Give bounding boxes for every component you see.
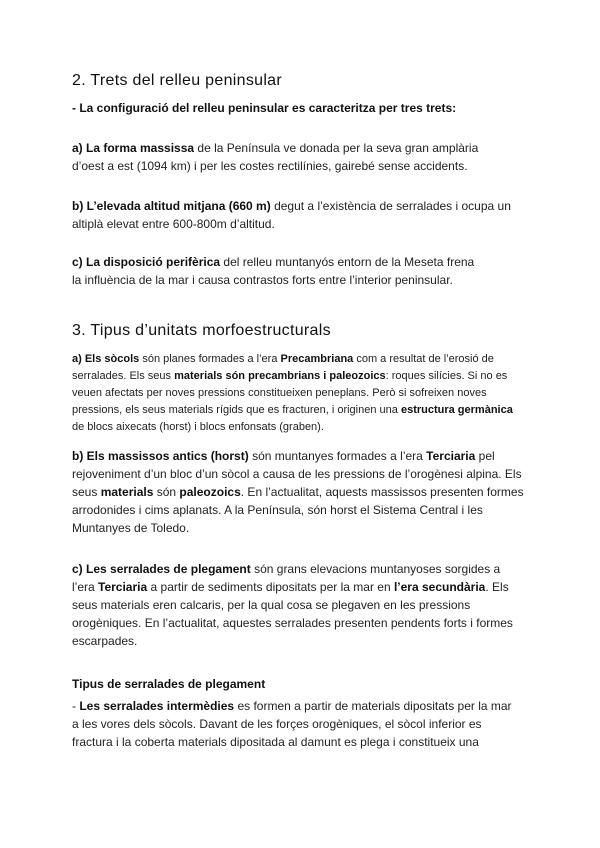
intermedies-line-1 [72,697,532,715]
serralades-line-2 [72,578,532,596]
intermedies-bold: Les serralades intermèdies [79,699,235,713]
massissos-text-1: són muntanyes formades a l’era [248,449,427,463]
section-2-intro [72,99,532,117]
massissos-text-5: . En l’actualitat, aquests massissos presenten formes [240,485,524,499]
serralades-bold-2: Terciaria [98,580,148,594]
socols-line-4 [72,402,532,419]
serralades-paragraph [72,560,532,650]
trait-c-line-1 [72,253,532,271]
serralades-bold-1: c) Les serralades de plegament [72,562,251,576]
serralades-line-5: escarpades. [72,634,138,648]
trait-a-paragraph [72,139,532,175]
trait-b-line-2: altiplà elevat entre 600-800m d’altitud. [72,217,275,231]
serralades-line-1 [72,560,532,578]
trait-b-line-1 [72,197,532,215]
massissos-line-4: arrodonides i cims aplanats. A la Península, són horst el Sistema Central i les [72,503,483,517]
intermedies-paragraph [72,697,532,751]
trait-c-text-1: del relleu muntanyós entorn de la Meseta frena [220,255,475,269]
trait-b-bold: b) L’elevada altitud mitjana (660 m) [72,199,271,213]
serralades-text-4: . Els [485,580,509,594]
socols-text-5: pressions, els seus materials rígids que es fracturen, i originen una [72,404,401,416]
massissos-bold-4: paleozoics [179,485,241,499]
massissos-line-3 [72,483,532,501]
socols-text-2: com a resultat de l’erosió de [353,353,494,365]
massissos-text-4: són [153,485,180,499]
massissos-bold-2: Terciaria [426,449,476,463]
socols-line-2 [72,368,532,385]
massissos-paragraph [72,447,532,537]
trait-a-text-1: de la Península ve donada per la seva gran amplària [194,141,479,155]
massissos-line-2: rejoveniment d’un bloc d’un sòcol a causa de les pressions de l’orogènesi alpina. Els [72,467,522,481]
socols-bold-1: a) Els sòcols [72,353,140,365]
serralades-text-2: l’era [72,580,99,594]
socols-text-3: serralades. Els seus [72,370,175,382]
trait-b-paragraph [72,197,532,233]
socols-text-4: : roques silícies. Si no es [385,370,508,382]
socols-line-1 [72,351,532,368]
serralades-text-1: són grans elevacions muntanyoses sorgides a [250,562,501,576]
trait-a-line-1 [72,139,532,157]
socols-bold-4: estructura germànica [400,404,513,416]
intermedies-dash: - [72,699,80,713]
section-3-title: 3. Tipus d’unitats morfoestructurals [72,322,331,339]
socols-line-3: veuen afectats per noves pressions constitueixen peneplans. Però si sofreixen noves [72,387,487,399]
section-2-title: 2. Trets del relleu peninsular [72,72,282,89]
serralades-bold-3: l’era secundària [393,580,486,594]
intermedies-line-3: fractura i la coberta materials dipositada al damunt es plega i constitueix una [72,735,479,749]
subsection-title [72,675,532,693]
subsection-title-text: Tipus de serralades de plegament [72,677,266,691]
massissos-line-5: Muntanyes de Toledo. [72,521,190,535]
intermedies-line-2: a les vores dels sòcols. Davant de les forçes orogèniques, el sòcol inferior es [72,717,482,731]
serralades-text-3: a partir de sediments dipositats per la mar en [147,580,394,594]
intro-text: - La configuració del relleu peninsular es caracteritza per tres trets: [72,101,457,115]
serralades-line-4: orogèniques. En l’actualitat, aquestes serralades presenten pendents forts i formes [72,616,513,630]
trait-c-bold: c) La disposició perifèrica [72,255,221,269]
massissos-line-1 [72,447,532,465]
trait-c-line-2: la influència de la mar i causa contrastos forts entre l’interior peninsular. [72,273,453,287]
socols-paragraph [72,351,532,436]
serralades-line-3: seus materials eren calcaris, per la qual cosa se plegaven en les pressions [72,598,471,612]
trait-a-bold: a) La forma massissa [72,141,195,155]
massissos-text-3: seus [72,485,101,499]
trait-a-line-2: d’oest a est (1094 km) i per les costes rectilínies, gairebé sense accidents. [72,159,468,173]
massissos-bold-3: materials [100,485,154,499]
massissos-text-2: pel [475,449,495,463]
trait-c-paragraph [72,253,532,289]
socols-line-5: de blocs aixecats (horst) i blocs enfonsats (graben). [72,421,324,433]
intermedies-text-1: es formen a partir de materials dipositats per la mar [234,699,512,713]
massissos-bold-1: b) Els massissos antics (horst) [72,449,249,463]
socols-bold-3: materials són precambrians i paleozoics [174,370,386,382]
socols-text-1: són planes formades a l’era [139,353,281,365]
trait-b-text-1: degut a l’existència de serralades i ocupa un [270,199,511,213]
socols-bold-2: Precambriana [280,353,354,365]
